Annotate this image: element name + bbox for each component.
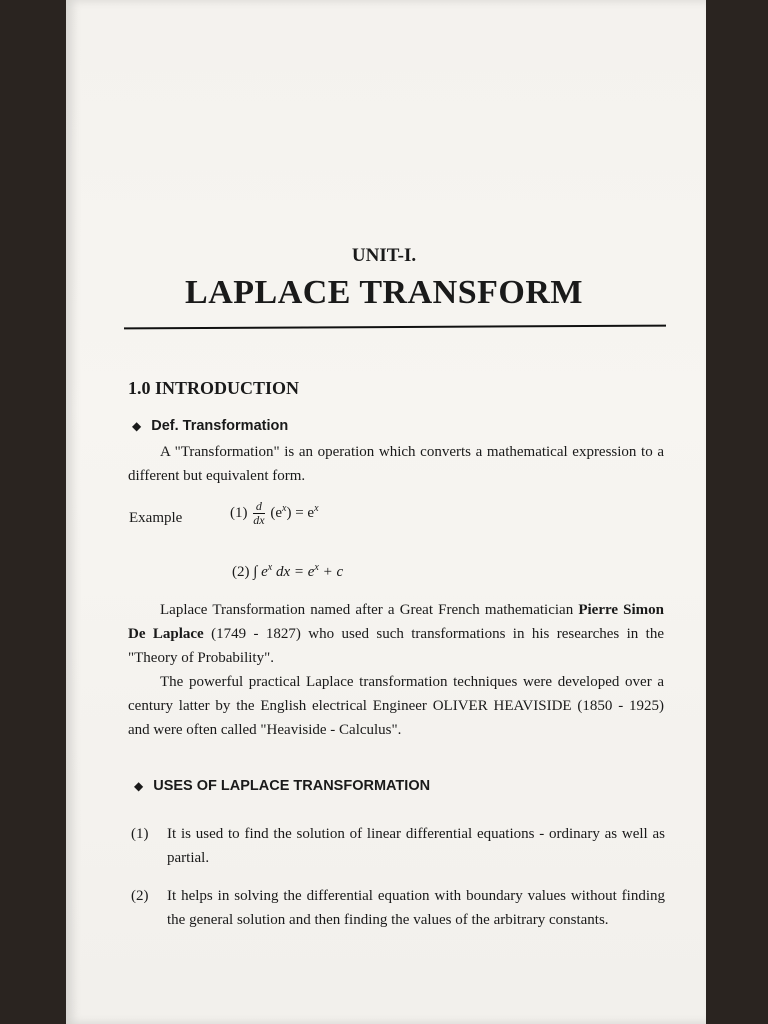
uses-heading	[134, 778, 430, 794]
example-equation-1: (1) $\frac{d}{dx}$ $(e^x) = e^x$	[230, 499, 319, 527]
heaviside-paragraph	[128, 670, 664, 742]
page-title: LAPLACE TRANSFORM	[185, 274, 583, 311]
definition-heading-label: Def. Transformation	[151, 418, 289, 434]
list-item-text: It helps in solving the differential equation with boundary values without finding the general solution and then finding the values of the arbitrary constants.	[167, 888, 665, 928]
diamond-icon: ◆	[134, 779, 144, 793]
fraction-numerator: d	[253, 500, 264, 514]
integral-result: dx = e	[272, 564, 315, 580]
example-1-lhs: (e	[270, 504, 282, 521]
laplace-history-paragraph	[128, 598, 664, 670]
list-item-number: (1)	[131, 826, 149, 842]
diamond-icon: ◆	[132, 419, 142, 433]
fraction-denominator: dx	[253, 513, 265, 527]
list-item-text: It is used to find the solution of linear differential equations - ordinary as well as partial.	[167, 826, 665, 866]
example-label: Example	[129, 510, 183, 526]
section-heading: 1.0 INTRODUCTION	[128, 378, 300, 398]
integral-constant: + c	[318, 564, 344, 580]
history-text-start: Laplace Transformation named after a Great French mathematician	[160, 602, 579, 618]
example-2-number: (2)	[232, 564, 250, 580]
history-text-end: (1749 - 1827) who used such transformations in his researches in the "Theory of Probability".	[128, 626, 664, 666]
unit-label: UNIT-I.	[351, 245, 417, 266]
list-item-number: (2)	[131, 888, 149, 904]
example-1-number: (1)	[230, 504, 248, 521]
example-1-rhs: = e	[295, 504, 315, 521]
example-equation-2: (2) ∫ $e^x$ dx = $e^x + c$	[232, 562, 344, 580]
definition-heading	[132, 418, 288, 434]
heaviside-text: The powerful practical Laplace transformation techniques were developed over a century latter by the English electrical Engineer OLIVER HEAVISIDE (1850 - 1925) and were often called "Heaviside - Calculus".	[128, 674, 664, 738]
integral-expression: ∫ e	[253, 564, 268, 580]
definition-text: A "Transformation" is an operation which converts a mathematical expression to a different but equivalent form.	[128, 444, 664, 484]
uses-heading-label: USES OF LAPLACE TRANSFORMATION	[153, 778, 431, 794]
laplace-name: Pierre Simon De Laplace	[128, 602, 664, 642]
definition-paragraph	[128, 440, 664, 488]
derivative-fraction	[253, 500, 264, 527]
